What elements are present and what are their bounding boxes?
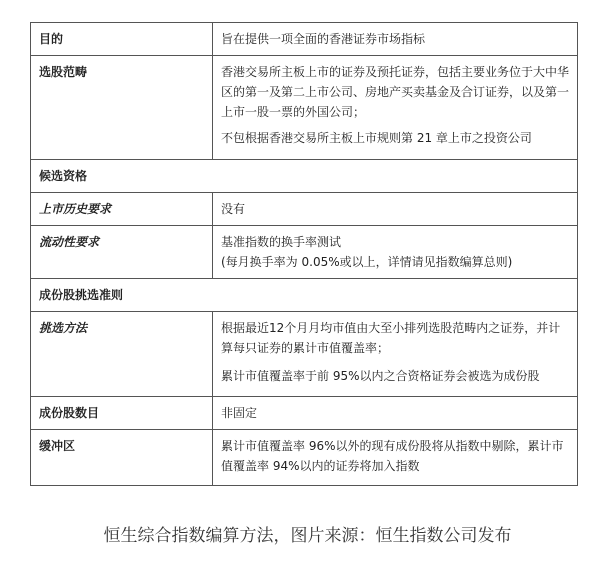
- table-row-buffer-zone: [31, 430, 578, 486]
- table-row-liquidity: [31, 226, 578, 279]
- table-section-eligibility: [31, 160, 578, 193]
- table-row-constituent-count: [31, 397, 578, 430]
- row-label: 目的: [31, 23, 213, 56]
- figure-caption: 恒生综合指数编算方法，图片来源：恒生指数公司发布: [103, 526, 512, 546]
- row-value: [213, 193, 578, 226]
- row-value-text: 旨在提供一项全面的香港证券市场指标: [221, 32, 426, 46]
- row-value-text: 根据最近12个月月均市值由大至小排列选股范畴内之证券，并计算每只证券的累计市值覆盖率；: [221, 321, 561, 355]
- row-value-text: 累计市值覆盖率于前 95%以内之合资格证券会被选为成份股: [221, 369, 540, 383]
- row-value: [213, 312, 578, 397]
- row-value-text: 不包根据香港交易所主板上市规则第 21 章上市之投资公司: [221, 131, 532, 145]
- row-value-text: 累计市值覆盖率 96%以外的现有成份股将从指数中剔除，累计市值覆盖率 94%以内的证券将加入指数: [221, 439, 564, 473]
- row-label: 挑选方法: [31, 312, 213, 397]
- row-label: 上市历史要求: [31, 193, 213, 226]
- row-value-text: (每月换手率为 0.05%或以上，详情请见指数编算总则): [221, 255, 513, 269]
- row-value-text: 香港交易所主板上市的证券及预托证券，包括主要业务位于大中华区的第一及第二上市公司、房地产买卖基金及合订证券，以及第一上市一股一票的外国公司；: [221, 65, 570, 119]
- row-value: [213, 397, 578, 430]
- section-heading: 成份股挑选准则: [31, 279, 578, 312]
- row-value-text: 基准指数的换手率测试: [221, 235, 342, 249]
- section-heading: 候选资格: [31, 160, 578, 193]
- row-value-text: 没有: [221, 202, 246, 216]
- row-value-text: 非固定: [221, 406, 258, 420]
- table-row-selection-method: [31, 312, 578, 397]
- table-row-listing-history: [31, 193, 578, 226]
- row-value: [213, 23, 578, 56]
- row-value: [213, 56, 578, 160]
- row-label: 流动性要求: [31, 226, 213, 279]
- methodology-table: [30, 22, 578, 486]
- row-label: 成份股数目: [31, 397, 213, 430]
- table-row-universe: [31, 56, 578, 160]
- row-label: 选股范畴: [31, 56, 213, 160]
- row-value: [213, 226, 578, 279]
- row-value: [213, 430, 578, 486]
- table-section-selection: [31, 279, 578, 312]
- table-row-purpose: [31, 23, 578, 56]
- row-label: 缓冲区: [31, 430, 213, 486]
